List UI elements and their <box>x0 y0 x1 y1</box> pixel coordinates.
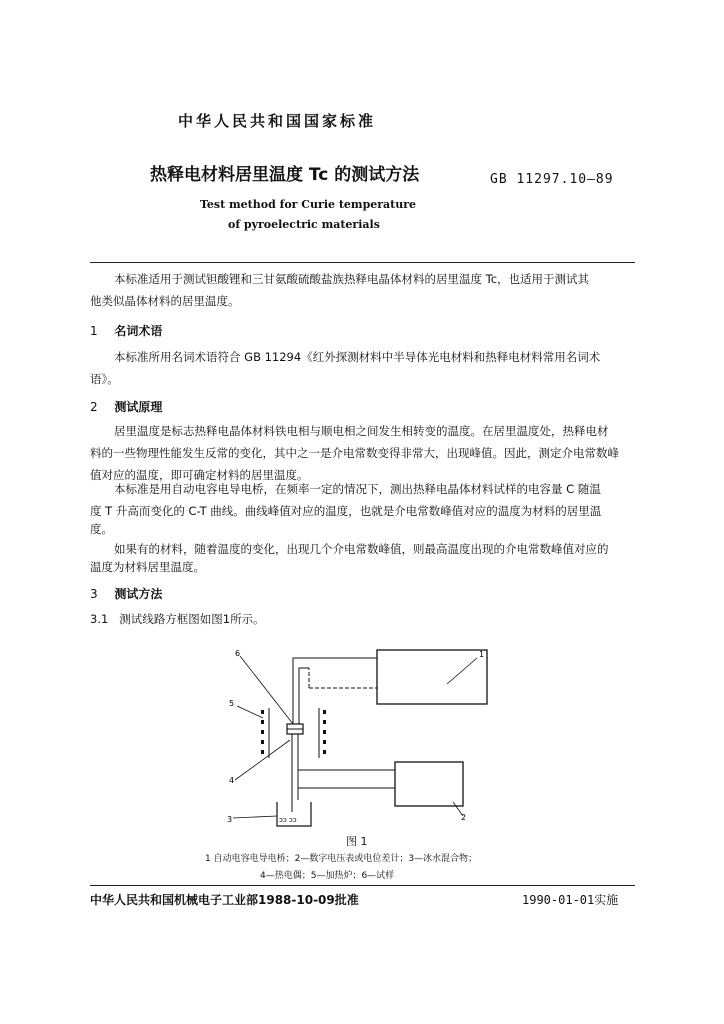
section2-p2-line2: 度 T 升高而变化的 C-T 曲线。曲线峰值对应的温度，也就是介电常数峰值对应的温度为材料的居里温 <box>90 504 602 518</box>
section2-p1-line1: 居里温度是标志热释电晶体材料铁电相与顺电相之间发生相转变的温度。在居里温度处，热释电材 <box>114 424 609 438</box>
footer-effective: 1990-01-01实施 <box>522 893 619 907</box>
standard-code: GB 11297.10—89 <box>490 172 614 187</box>
section2-title: 测试原理 <box>114 400 163 414</box>
lead-wire-2 <box>299 668 309 724</box>
section3-title: 测试方法 <box>114 587 163 601</box>
intro-line2: 他类似晶体材料的居里温度。 <box>90 294 240 308</box>
section2-p1-line3: 值对应的温度，即可确定材料的居里温度。 <box>90 468 309 482</box>
section3-1 <box>90 608 265 630</box>
section2-number: 2 <box>90 400 98 414</box>
section2-heading <box>90 398 162 415</box>
label-5: 5 <box>229 699 235 708</box>
section2-p2-line1: 本标准是用自动电容电导电桥，在频率一定的情况下，测出热释电晶体材料试样的电容量 C 随温 <box>114 482 601 496</box>
figure-1-diagram <box>215 640 515 840</box>
ice-marks: ɔɔ ɔɔ <box>279 816 297 824</box>
footer-divider <box>90 885 635 886</box>
section1-heading <box>90 322 162 339</box>
issuer-heading: 中华人民共和国国家标准 <box>178 112 377 130</box>
title-en-line2: of pyroelectric materials <box>228 218 380 231</box>
label-3: 3 <box>227 815 233 824</box>
label-6: 6 <box>235 649 241 658</box>
header-divider <box>90 262 635 263</box>
section3-1-number: 3.1 <box>90 612 109 626</box>
label-4: 4 <box>229 776 235 785</box>
figure-caption: 图 1 <box>346 835 368 848</box>
section1-line2: 语》。 <box>90 372 119 386</box>
section2-p1-line2: 料的一些物理性能发生反常的变化，其中之一是介电常数变得非常大，出现峰值。因此，测定介电常数峰 <box>90 446 619 460</box>
label-1: 1 <box>479 650 485 659</box>
voltmeter-box <box>395 762 463 806</box>
section3-number: 3 <box>90 587 98 601</box>
section3-1-text: 测试线路方框图如图1所示。 <box>119 612 265 626</box>
intro-line1: 本标准适用于测试钽酸锂和三甘氨酸硫酸盐族热释电晶体材料的居里温度 Tc，也适用于测试其 <box>114 272 590 286</box>
section1-number: 1 <box>90 324 98 338</box>
bridge-box <box>377 650 487 704</box>
section2-p3-line2: 温度为材料居里温度。 <box>90 560 205 574</box>
title-en-line1: Test method for Curie temperature <box>200 198 417 211</box>
footer-approval: 中华人民共和国机械电子工业部1988-10-09批准 <box>90 893 359 907</box>
section1-line1: 本标准所用名词术语符合 GB 11294《红外探测材料中半导体光电材料和热释电材料常用名词术 <box>114 350 601 364</box>
figure-legend-line2: 4—热电偶；5—加热炉；6—试样 <box>260 871 395 881</box>
label-2: 2 <box>461 813 467 822</box>
section2-p2-line3: 度。 <box>90 522 113 536</box>
figure-legend-line1: 1 自动电容电导电桥；2—数字电压表或电位差计；3—冰水混合物； <box>205 854 478 864</box>
section3-heading <box>90 585 162 602</box>
section2-p3-line1: 如果有的材料，随着温度的变化，出现几个介电常数峰值，则最高温度出现的介电常数峰值对应的 <box>114 542 609 556</box>
section1-title: 名词术语 <box>114 324 163 338</box>
title-cn: 热释电材料居里温度 Tc 的测试方法 <box>150 165 420 185</box>
